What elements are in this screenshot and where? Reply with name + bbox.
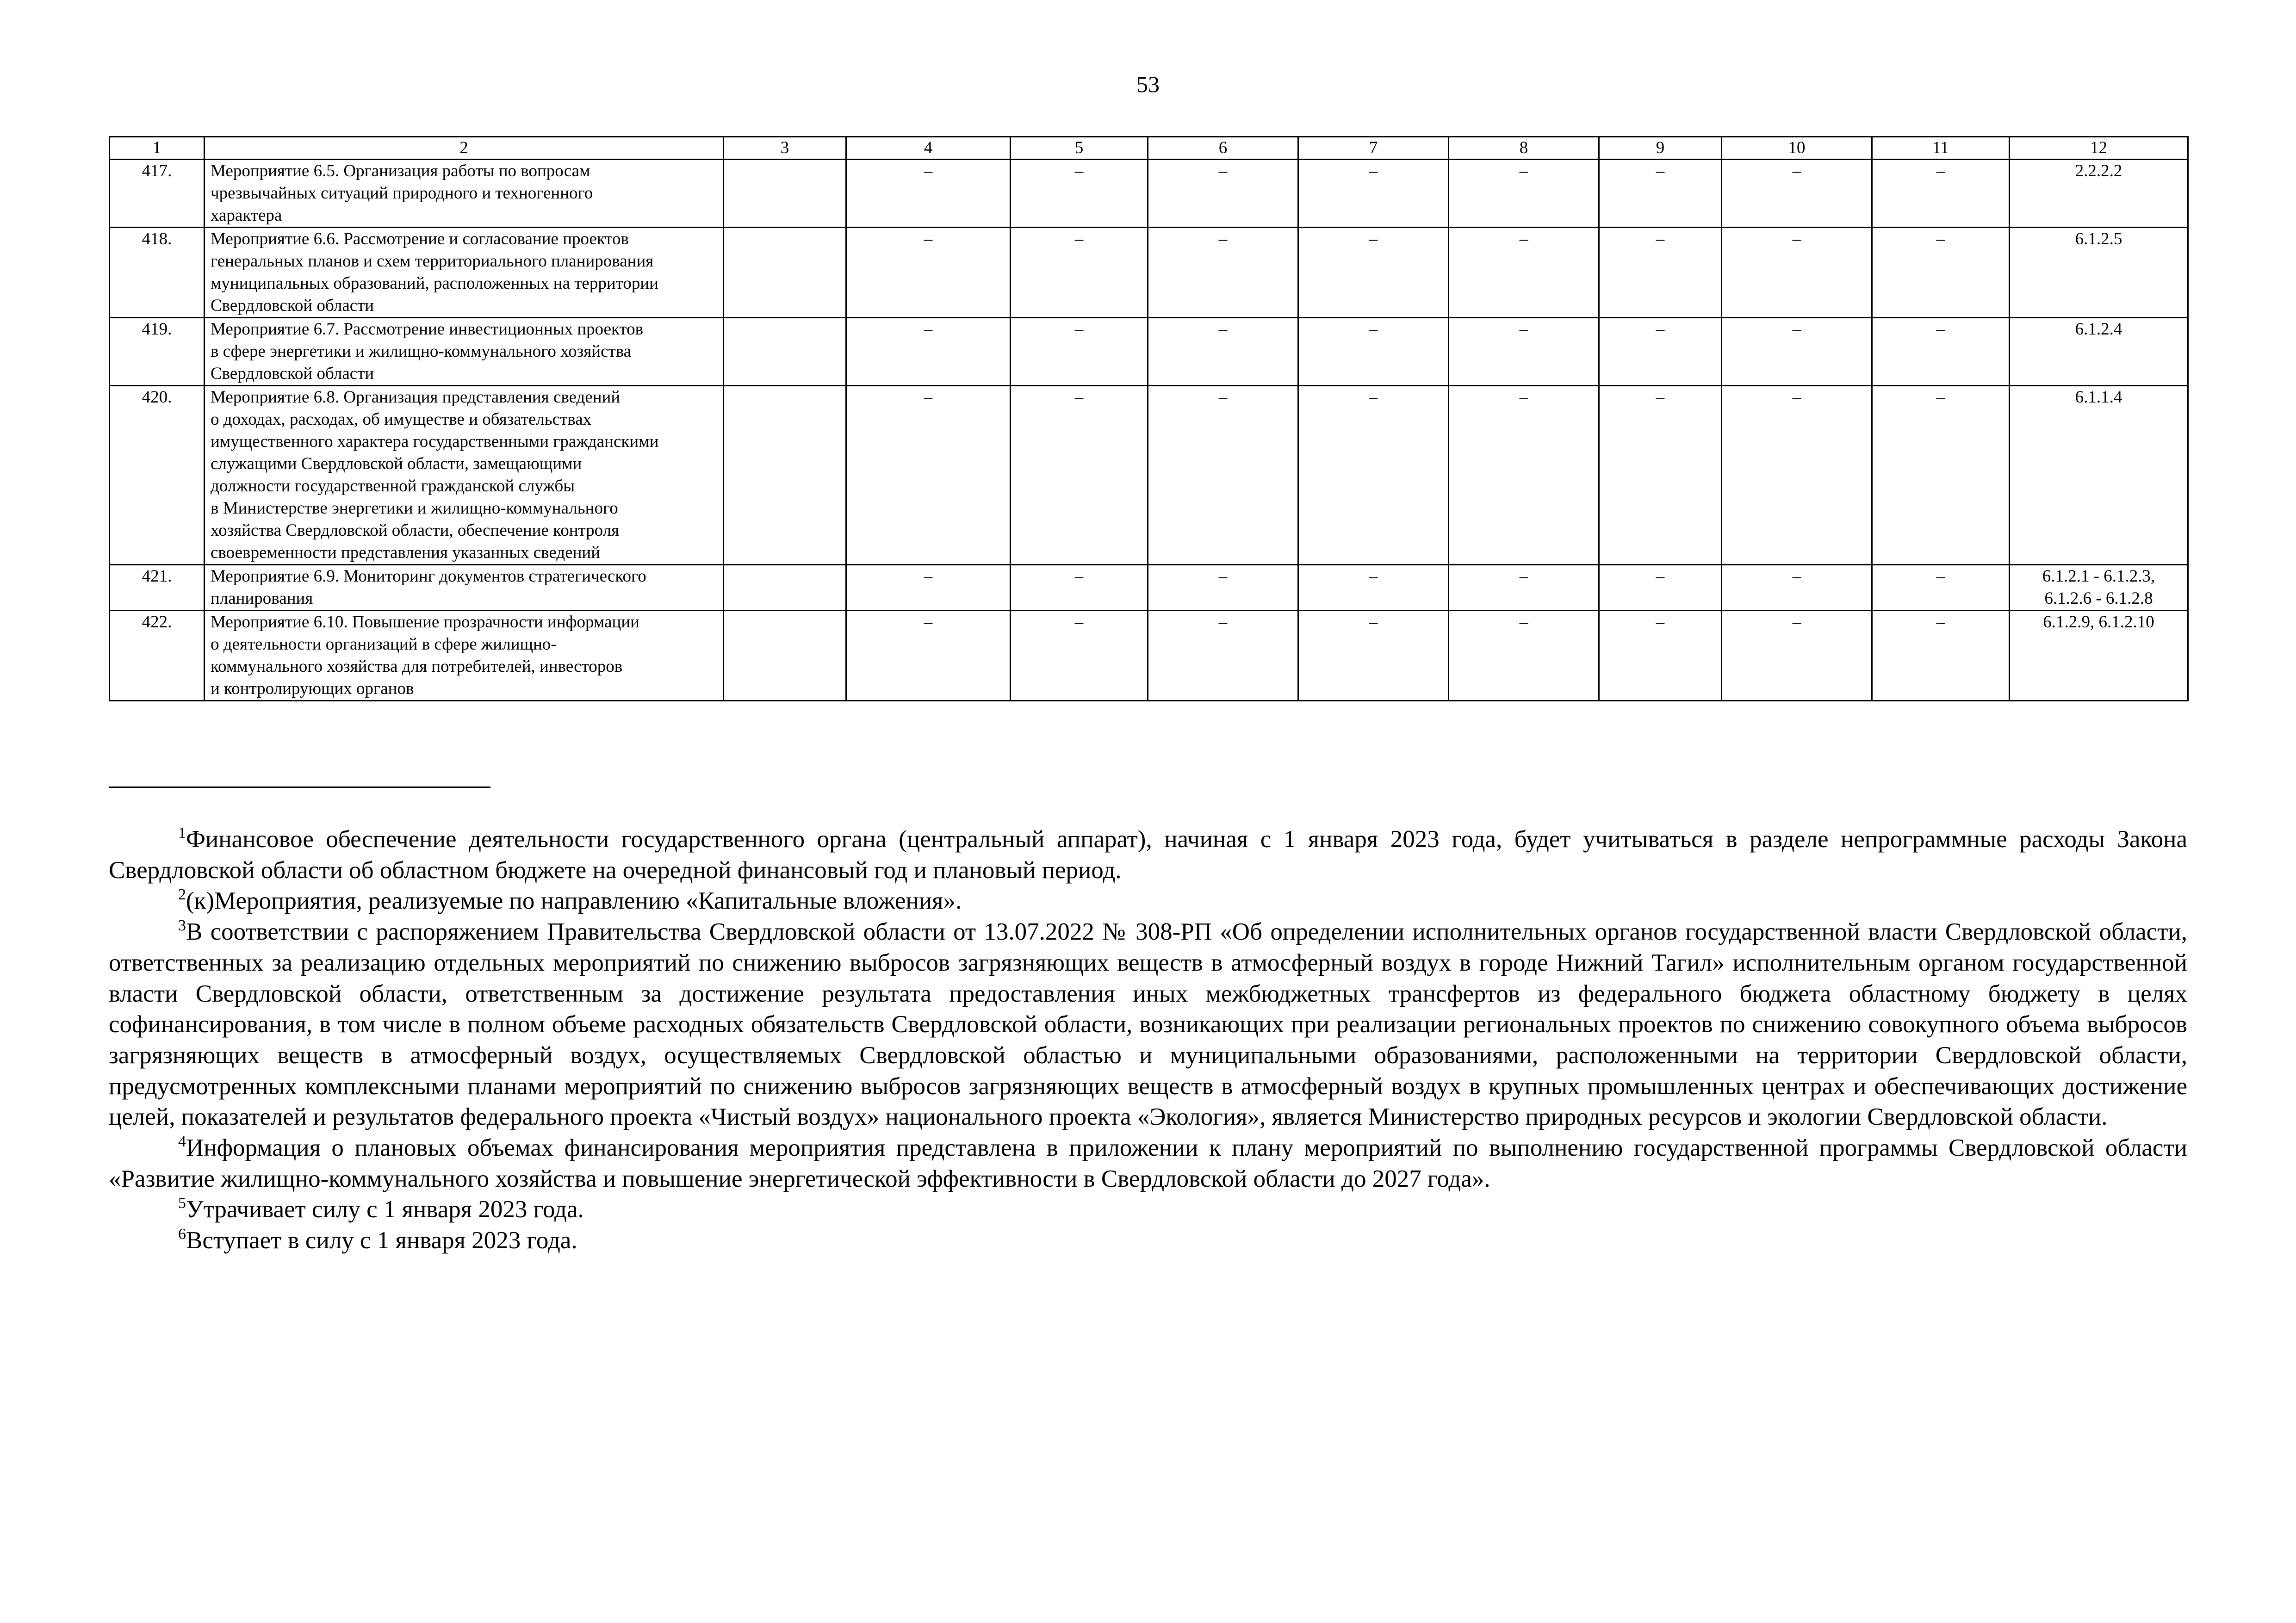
- activity-name-line: Мероприятие 6.8. Организация представления сведений: [211, 388, 621, 407]
- activity-name-line: хозяйства Свердловской области, обеспечение контроля: [211, 521, 620, 540]
- value-cell-9: –: [1599, 386, 1722, 565]
- activity-name-line: должности государственной гражданской службы: [211, 477, 575, 496]
- activity-name-line: Мероприятие 6.5. Организация работы по вопросам: [211, 161, 590, 180]
- column-header: 7: [1298, 137, 1449, 160]
- value-cell-6: –: [1148, 611, 1298, 701]
- value-cell-11: –: [1872, 611, 2010, 701]
- value-cell-7: –: [1298, 386, 1449, 565]
- value-cell-11: –: [1872, 160, 2010, 228]
- value-cell-9: –: [1599, 318, 1722, 386]
- activity-name-line: в сфере энергетики и жилищно-коммунального хозяйства: [211, 342, 632, 361]
- footnote-text: Информация о плановых объемах финансирования мероприятия представлена в приложении к плану мероприятий по выполнению государственной программы Свердловской области «Развитие жилищно-коммунального хозяйства и повышение энергетической эффективности в Свердловской области до 2027 года».: [109, 1134, 2187, 1192]
- footnote-text: Финансовое обеспечение деятельности государственного органа (центральный аппарат), начиная с 1 января 2023 года, будет учитываться в разделе непрограммные расходы Закона Свердловской области об областном бюджете на очередной финансовый год и плановый период.: [109, 826, 2187, 884]
- column-header: 9: [1599, 137, 1722, 160]
- column-header: 4: [846, 137, 1011, 160]
- value-cell-5: –: [1011, 611, 1148, 701]
- activity-name-line: служащими Свердловской области, замещающими: [211, 454, 582, 473]
- footnote: [109, 1133, 2187, 1194]
- activity-name: [205, 386, 724, 565]
- value-cell-7: –: [1298, 565, 1449, 611]
- footnote-text: Утрачивает силу с 1 января 2023 года.: [186, 1196, 584, 1223]
- value-cell-3: [724, 318, 846, 386]
- footnote: [109, 917, 2187, 1133]
- indicator-code: [2010, 565, 2188, 611]
- table-row: [110, 318, 2188, 386]
- indicator-code-line: 6.1.2.9, 6.1.2.10: [2043, 613, 2154, 632]
- table-row: [110, 611, 2188, 701]
- activity-name-line: о доходах, расходах, об имуществе и обязательствах: [211, 410, 592, 429]
- column-header: 12: [2010, 137, 2188, 160]
- value-cell-10: –: [1722, 318, 1872, 386]
- value-cell-11: –: [1872, 386, 2010, 565]
- value-cell-4: –: [846, 318, 1011, 386]
- value-cell-11: –: [1872, 318, 2010, 386]
- footnote-mark: 2: [178, 886, 186, 904]
- row-number: 422.: [110, 611, 205, 701]
- indicator-code-line: 2.2.2.2: [2075, 161, 2122, 180]
- value-cell-10: –: [1722, 611, 1872, 701]
- value-cell-10: –: [1722, 160, 1872, 228]
- value-cell-5: –: [1011, 228, 1148, 318]
- footnote-separator: [109, 787, 490, 788]
- activities-table: [109, 136, 2189, 701]
- value-cell-4: –: [846, 565, 1011, 611]
- footnote-text: (к)Мероприятия, реализуемые по направлению «Капитальные вложения».: [186, 887, 962, 915]
- activity-name: [205, 565, 724, 611]
- activity-name-line: планирования: [211, 589, 313, 608]
- value-cell-4: –: [846, 160, 1011, 228]
- row-number: 420.: [110, 386, 205, 565]
- column-header: 8: [1449, 137, 1599, 160]
- row-number: 417.: [110, 160, 205, 228]
- indicator-code: [2010, 386, 2188, 565]
- activity-name-line: в Министерстве энергетики и жилищно-коммунального: [211, 499, 618, 518]
- footnote: [109, 824, 2187, 886]
- value-cell-4: –: [846, 386, 1011, 565]
- page-number: 53: [1136, 71, 1160, 97]
- activity-name-line: генеральных планов и схем территориального планирования: [211, 252, 654, 271]
- row-number: 421.: [110, 565, 205, 611]
- value-cell-8: –: [1449, 228, 1599, 318]
- activity-name-line: характера: [211, 206, 282, 225]
- value-cell-5: –: [1011, 318, 1148, 386]
- value-cell-6: –: [1148, 318, 1298, 386]
- value-cell-6: –: [1148, 565, 1298, 611]
- table-header-row: [110, 137, 2188, 160]
- value-cell-11: –: [1872, 565, 2010, 611]
- activity-name-line: своевременности представления указанных сведений: [211, 543, 601, 562]
- indicator-code-line: 6.1.2.6 - 6.1.2.8: [2044, 589, 2153, 608]
- table-row: [110, 386, 2188, 565]
- activity-name: [205, 228, 724, 318]
- value-cell-8: –: [1449, 611, 1599, 701]
- footnote-mark: 3: [178, 917, 186, 935]
- value-cell-4: –: [846, 611, 1011, 701]
- value-cell-7: –: [1298, 160, 1449, 228]
- value-cell-4: –: [846, 228, 1011, 318]
- activity-name: [205, 611, 724, 701]
- activity-name-line: Свердловской области: [211, 296, 374, 315]
- footnote: [109, 1194, 2187, 1225]
- column-header: 10: [1722, 137, 1872, 160]
- column-header: 1: [110, 137, 205, 160]
- table-row: [110, 228, 2188, 318]
- value-cell-3: [724, 386, 846, 565]
- footnote-mark: 4: [178, 1133, 186, 1151]
- value-cell-9: –: [1599, 228, 1722, 318]
- value-cell-3: [724, 228, 846, 318]
- value-cell-7: –: [1298, 318, 1449, 386]
- indicator-code: [2010, 611, 2188, 701]
- activity-name: [205, 318, 724, 386]
- row-number: 418.: [110, 228, 205, 318]
- column-header: 3: [724, 137, 846, 160]
- indicator-code: [2010, 160, 2188, 228]
- activity-name-line: коммунального хозяйства для потребителей, инвесторов: [211, 657, 623, 676]
- column-header: 2: [205, 137, 724, 160]
- value-cell-6: –: [1148, 386, 1298, 565]
- activity-name-line: Мероприятие 6.6. Рассмотрение и согласование проектов: [211, 229, 629, 248]
- activity-name-line: имущественного характера государственными гражданскими: [211, 432, 659, 451]
- value-cell-10: –: [1722, 228, 1872, 318]
- value-cell-9: –: [1599, 565, 1722, 611]
- value-cell-3: [724, 611, 846, 701]
- activity-name-line: чрезвычайных ситуаций природного и техногенного: [211, 184, 593, 203]
- indicator-code-line: 6.1.2.4: [2075, 320, 2122, 339]
- activity-name: [205, 160, 724, 228]
- footnote-mark: 5: [178, 1195, 186, 1212]
- activity-name-line: муниципальных образований, расположенных на территории: [211, 274, 658, 293]
- indicator-code-line: 6.1.2.5: [2075, 229, 2122, 248]
- footnote-text: В соответствии с распоряжением Правительства Свердловской области от 13.07.2022 № 308-РП «Об определении исполнительных органов государственной власти Свердловской области, ответственных за реализацию отдельных мероприятий по снижению выбросов загрязняющих веществ в атмосферный воздух в городе Нижний Тагил» исполнительным органом государственной власти Свердловской области, ответственным за достижение результата предоставления иных межбюджетных трансфертов из федерального бюджета областному бюджету в целях софинансирования, в том числе в полном объеме расходных обязательств Свердловской области, возникающих при реализации региональных проектов по снижению совокупного объема выбросов загрязняющих веществ в атмосферный воздух, осуществляемых Свердловской областью и муниципальными образованиями, расположенными на территории Свердловской области, предусмотренных комплексными планами мероприятий по снижению выбросов загрязняющих веществ в атмосферный воздух в крупных промышленных центрах и обеспечивающих достижение целей, показателей и результатов федерального проекта «Чистый воздух» национального проекта «Экология», является Министерство природных ресурсов и экологии Свердловской области.: [109, 918, 2187, 1131]
- value-cell-8: –: [1449, 318, 1599, 386]
- value-cell-3: [724, 565, 846, 611]
- indicator-code-line: 6.1.2.1 - 6.1.2.3,: [2042, 567, 2155, 586]
- table-row: [110, 565, 2188, 611]
- footnote-mark: 1: [178, 824, 186, 842]
- activity-name-line: и контролирующих органов: [211, 679, 414, 698]
- value-cell-5: –: [1011, 160, 1148, 228]
- value-cell-9: –: [1599, 160, 1722, 228]
- value-cell-6: –: [1148, 160, 1298, 228]
- value-cell-3: [724, 160, 846, 228]
- value-cell-8: –: [1449, 160, 1599, 228]
- activity-name-line: Мероприятие 6.7. Рассмотрение инвестиционных проектов: [211, 320, 644, 339]
- column-header: 6: [1148, 137, 1298, 160]
- row-number: 419.: [110, 318, 205, 386]
- indicator-code: [2010, 318, 2188, 386]
- footnotes: [109, 787, 2187, 1256]
- footnote: [109, 1225, 2187, 1256]
- value-cell-11: –: [1872, 228, 2010, 318]
- table-row: [110, 160, 2188, 228]
- value-cell-10: –: [1722, 565, 1872, 611]
- activity-name-line: Мероприятие 6.10. Повышение прозрачности информации: [211, 613, 639, 632]
- value-cell-8: –: [1449, 386, 1599, 565]
- value-cell-5: –: [1011, 386, 1148, 565]
- column-header: 5: [1011, 137, 1148, 160]
- value-cell-6: –: [1148, 228, 1298, 318]
- footnote-mark: 6: [178, 1226, 186, 1243]
- value-cell-8: –: [1449, 565, 1599, 611]
- value-cell-10: –: [1722, 386, 1872, 565]
- activity-name-line: о деятельности организаций в сфере жилищно-: [211, 635, 557, 654]
- indicator-code-line: 6.1.1.4: [2075, 388, 2122, 407]
- activity-name-line: Мероприятие 6.9. Мониторинг документов стратегического: [211, 567, 646, 586]
- footnote-text: Вступает в силу с 1 января 2023 года.: [186, 1227, 577, 1254]
- value-cell-9: –: [1599, 611, 1722, 701]
- footnote: [109, 886, 2187, 917]
- indicator-code: [2010, 228, 2188, 318]
- value-cell-7: –: [1298, 228, 1449, 318]
- value-cell-5: –: [1011, 565, 1148, 611]
- value-cell-7: –: [1298, 611, 1449, 701]
- activity-name-line: Свердловской области: [211, 364, 374, 383]
- column-header: 11: [1872, 137, 2010, 160]
